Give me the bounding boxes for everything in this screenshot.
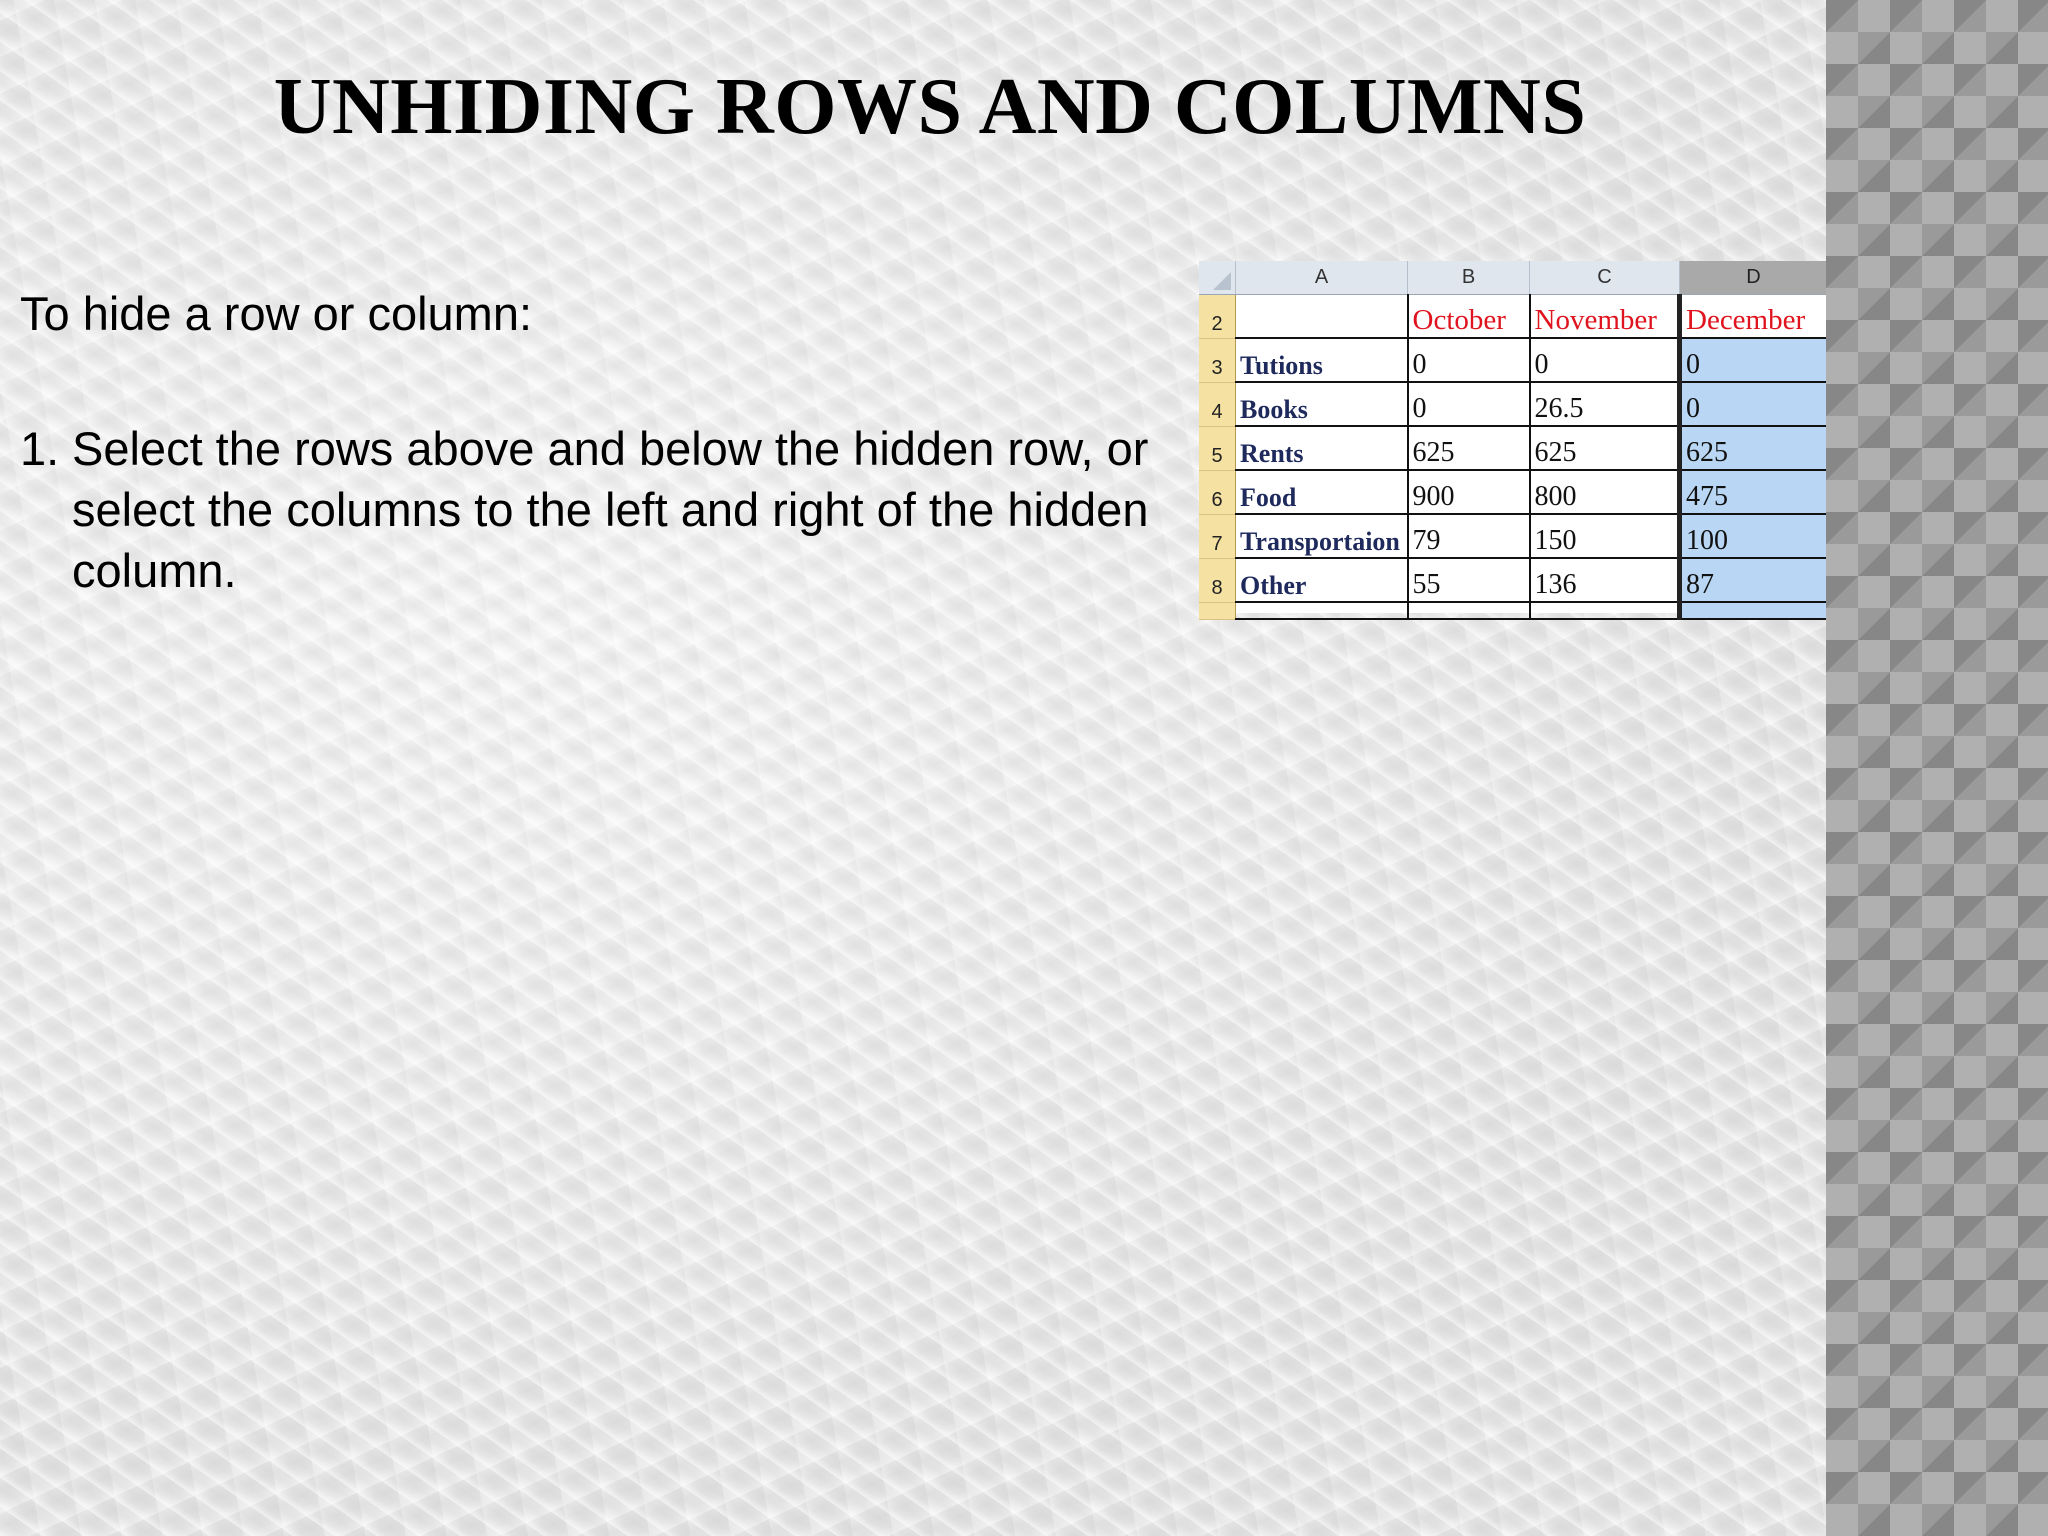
cell-b2[interactable]: October — [1408, 295, 1530, 339]
cell-november[interactable]: 150 — [1530, 514, 1680, 558]
column-header-d[interactable]: D — [1680, 261, 1828, 295]
cell-november[interactable]: 0 — [1530, 338, 1680, 382]
row-header[interactable] — [1199, 602, 1236, 619]
row-label[interactable]: Rents — [1236, 426, 1408, 470]
cell-november[interactable]: 26.5 — [1530, 382, 1680, 426]
cell-december[interactable]: 87 — [1680, 558, 1828, 602]
row-label[interactable]: Tutions — [1236, 338, 1408, 382]
cell-november[interactable]: 625 — [1530, 426, 1680, 470]
column-header-c[interactable]: C — [1530, 261, 1680, 295]
row-label[interactable]: Books — [1236, 382, 1408, 426]
cell-blank[interactable] — [1408, 602, 1530, 619]
cell-d2[interactable]: December — [1680, 295, 1828, 339]
cell-december[interactable]: 100 — [1680, 514, 1828, 558]
cell-october[interactable]: 55 — [1408, 558, 1530, 602]
select-all-corner[interactable] — [1199, 261, 1236, 295]
row-label[interactable]: Other — [1236, 558, 1408, 602]
cell-december[interactable]: 625 — [1680, 426, 1828, 470]
intro-text: To hide a row or column: — [20, 287, 533, 340]
slide-title: UNHIDING ROWS AND COLUMNS — [273, 63, 1587, 151]
row-header[interactable]: 8 — [1199, 558, 1236, 602]
cell-december[interactable]: 0 — [1680, 338, 1828, 382]
cell-november[interactable]: 800 — [1530, 470, 1680, 514]
column-header-a[interactable]: A — [1236, 261, 1408, 295]
cell-october[interactable]: 0 — [1408, 382, 1530, 426]
cell-c2[interactable]: November — [1530, 295, 1680, 339]
select-all-icon — [1213, 272, 1231, 290]
row-header[interactable]: 2 — [1199, 295, 1236, 339]
step-number: 1. — [20, 422, 60, 475]
row-header[interactable]: 3 — [1199, 338, 1236, 382]
cell-december[interactable]: 0 — [1680, 382, 1828, 426]
step-text: Select the rows above and below the hidden row, or select the columns to the left and right of the hidden column. — [72, 422, 1149, 597]
row-header[interactable]: 4 — [1199, 382, 1236, 426]
cell-october[interactable]: 0 — [1408, 338, 1530, 382]
cell-december[interactable]: 475 — [1680, 470, 1828, 514]
cell-a2[interactable] — [1236, 295, 1408, 339]
row-label[interactable]: Transportaion — [1236, 514, 1408, 558]
row-header[interactable]: 5 — [1199, 426, 1236, 470]
cell-blank[interactable] — [1530, 602, 1680, 619]
row-header[interactable]: 6 — [1199, 470, 1236, 514]
cell-october[interactable]: 625 — [1408, 426, 1530, 470]
cell-november[interactable]: 136 — [1530, 558, 1680, 602]
cell-blank[interactable] — [1680, 602, 1828, 619]
column-header-b[interactable]: B — [1408, 261, 1530, 295]
cell-october[interactable]: 79 — [1408, 514, 1530, 558]
row-header[interactable]: 7 — [1199, 514, 1236, 558]
cell-october[interactable]: 900 — [1408, 470, 1530, 514]
step-1 — [20, 418, 1160, 601]
decorative-sidebar — [1826, 0, 2048, 1536]
cell-blank[interactable] — [1236, 602, 1408, 619]
row-label[interactable]: Food — [1236, 470, 1408, 514]
